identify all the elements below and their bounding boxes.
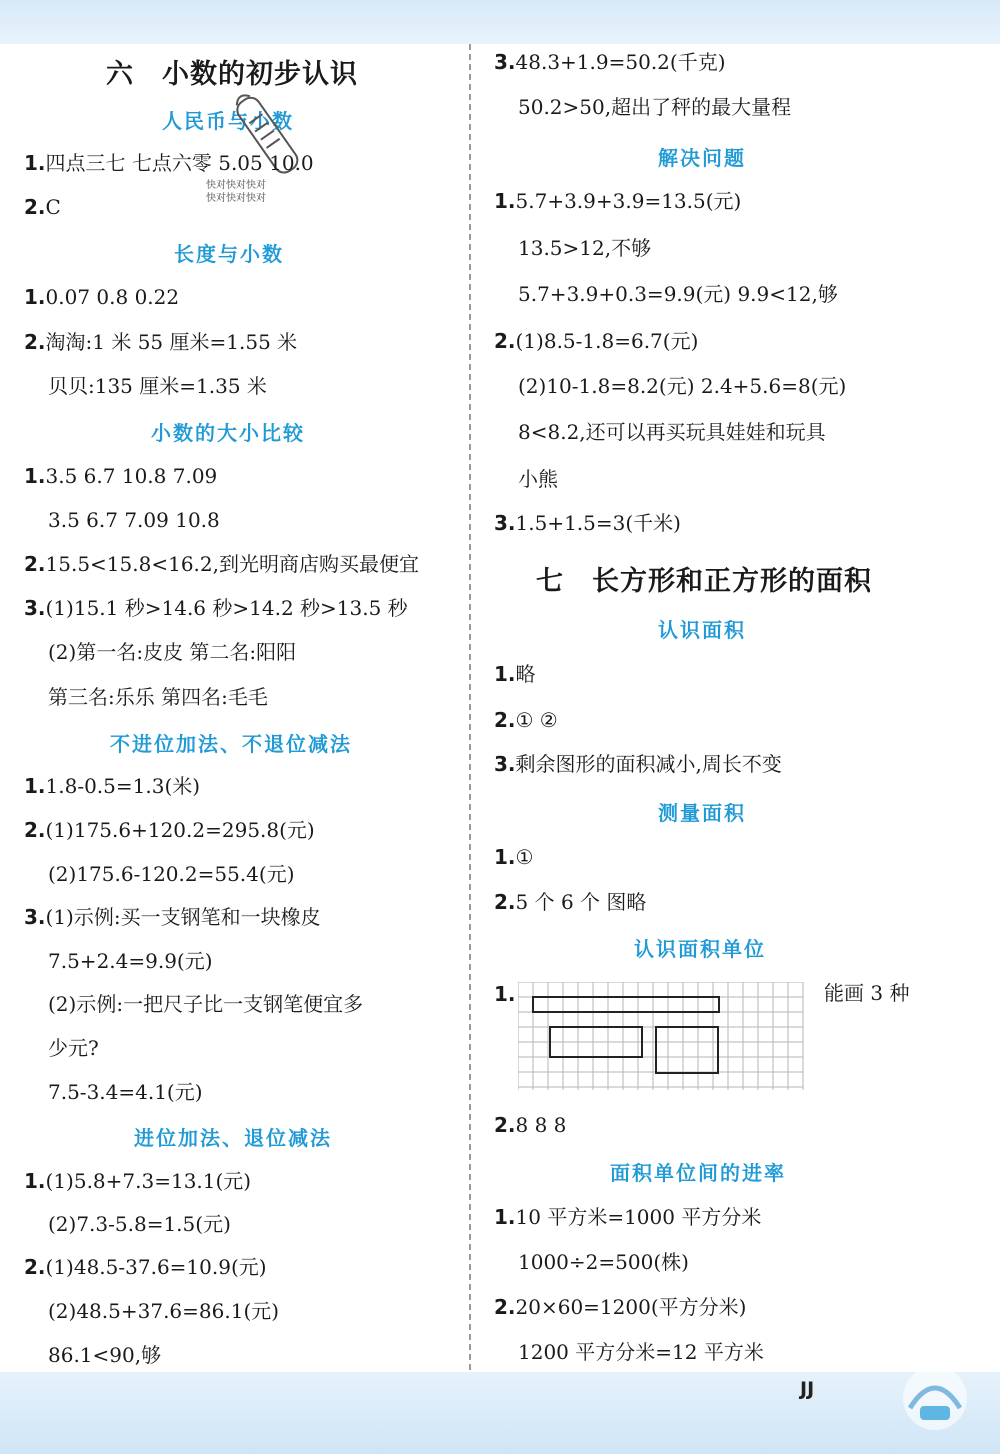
- section-title: 认识面积单位: [634, 937, 766, 961]
- answer-line: 86.1<90,够: [48, 1343, 162, 1367]
- answer-line: (2)175.6-120.2=55.4(元): [48, 862, 295, 886]
- unit-number: 六: [106, 59, 134, 90]
- answer-line: 2.(1)48.5-37.6=10.9(元): [24, 1255, 267, 1279]
- answer-line: 1.: [494, 982, 516, 1006]
- answer-line: 2.(1)8.5-1.8=6.7(元): [494, 329, 699, 353]
- stamp-text: 快对快对快对: [206, 193, 266, 204]
- answer-line: 3.5 6.7 7.09 10.8: [48, 508, 220, 532]
- answer-line: (2)第一名:皮皮 第二名:阳阳: [48, 640, 297, 664]
- answer-line: (2)示例:一把尺子比一支钢笔便宜多: [48, 992, 364, 1016]
- answer-line: 3.1.5+1.5=3(千米): [494, 511, 681, 535]
- section-title: 不进位加法、不退位减法: [110, 732, 352, 756]
- answer-line: 3.剩余图形的面积减小,周长不变: [494, 752, 782, 776]
- answer-line: 少元?: [48, 1036, 99, 1060]
- answer-line: 7.5-3.4=4.1(元): [48, 1080, 203, 1104]
- answer-line: 1.①: [494, 845, 534, 869]
- unit-seven-heading: [536, 559, 872, 598]
- answer-line: 2.8 8 8: [494, 1113, 567, 1137]
- answer-line: 1.10 平方米=1000 平方分米: [494, 1205, 762, 1229]
- section-title: 测量面积: [658, 801, 746, 825]
- answer-line: 2.20×60=1200(平方分米): [494, 1295, 747, 1319]
- unit-number: 七: [536, 566, 564, 597]
- answer-line: 3.48.3+1.9=50.2(千克): [494, 50, 726, 74]
- answer-line: 50.2>50,超出了秤的最大量程: [518, 95, 792, 119]
- answer-line: 3.(1)示例:买一支钢笔和一块橡皮: [24, 905, 321, 929]
- bottom-footer-band: [0, 1372, 1000, 1454]
- answer-line: 13.5>12,不够: [518, 236, 652, 260]
- section-title: 解决问题: [658, 146, 746, 170]
- answer-line: (2)48.5+37.6=86.1(元): [48, 1299, 280, 1323]
- section-title: 进位加法、退位减法: [134, 1126, 332, 1150]
- answer-line: 1.0.07 0.8 0.22: [24, 285, 180, 309]
- section-title: 认识面积: [658, 618, 746, 642]
- answer-line: 2.5 个 6 个 图略: [494, 890, 647, 914]
- answer-line: 1.1.8-0.5=1.3(米): [24, 774, 201, 798]
- drawn-rectangle: [656, 1027, 718, 1073]
- drawn-rectangle: [533, 997, 719, 1012]
- section-title: 长度与小数: [174, 242, 284, 266]
- answer-line: 3.(1)15.1 秒>14.6 秒>14.2 秒>13.5 秒: [24, 596, 408, 620]
- answer-line: 2.① ②: [494, 708, 558, 732]
- unit-title: 长方形和正方形的面积: [592, 566, 872, 597]
- answer-line: 1.5.7+3.9+3.9=13.5(元): [494, 189, 742, 213]
- answer-line: 小熊: [518, 467, 558, 491]
- column-divider: [469, 44, 471, 1370]
- answer-line: 1.四点三七 七点六零 5.05 10.0: [24, 151, 314, 175]
- unit-title: 小数的初步认识: [162, 59, 358, 90]
- stamp-text: 快对快对快对: [206, 180, 266, 191]
- answer-line: (2)7.3-5.8=1.5(元): [48, 1212, 231, 1236]
- answer-line: 1000÷2=500(株): [518, 1250, 689, 1274]
- answer-line: (2)10-1.8=8.2(元) 2.4+5.6=8(元): [518, 374, 847, 398]
- answer-line: 8<8.2,还可以再买玩具娃娃和玩具: [518, 420, 826, 444]
- answer-line: 2.15.5<15.8<16.2,到光明商店购买最便宜: [24, 552, 419, 576]
- answer-line: 2.(1)175.6+120.2=295.8(元): [24, 818, 315, 842]
- answer-line: 贝贝:135 厘米=1.35 米: [48, 374, 267, 398]
- answer-line: 1.略: [494, 662, 536, 686]
- section-title: 人民币与小数: [162, 109, 294, 133]
- answer-line: 5.7+3.9+0.3=9.9(元) 9.9<12,够: [518, 282, 838, 306]
- answer-line: 1200 平方分米=12 平方米: [518, 1340, 764, 1364]
- section-title: 小数的大小比较: [151, 421, 305, 445]
- area-grid-figure: [518, 982, 804, 1092]
- publisher-logo-icon: [880, 1358, 990, 1438]
- answer-line: 2.C: [24, 195, 61, 219]
- top-header-band: [0, 0, 1000, 44]
- answer-line: 第三名:乐乐 第四名:毛毛: [48, 685, 268, 709]
- answer-line: 1.3.5 6.7 10.8 7.09: [24, 464, 218, 488]
- answer-line: 2.淘淘:1 米 55 厘米=1.55 米: [24, 330, 298, 354]
- edition-code: JJ: [800, 1378, 815, 1400]
- answer-line: 7.5+2.4=9.9(元): [48, 949, 213, 973]
- answer-note: 能画 3 种: [824, 981, 910, 1005]
- section-title: 面积单位间的进率: [610, 1161, 786, 1185]
- answer-line: 1.(1)5.8+7.3=13.1(元): [24, 1169, 252, 1193]
